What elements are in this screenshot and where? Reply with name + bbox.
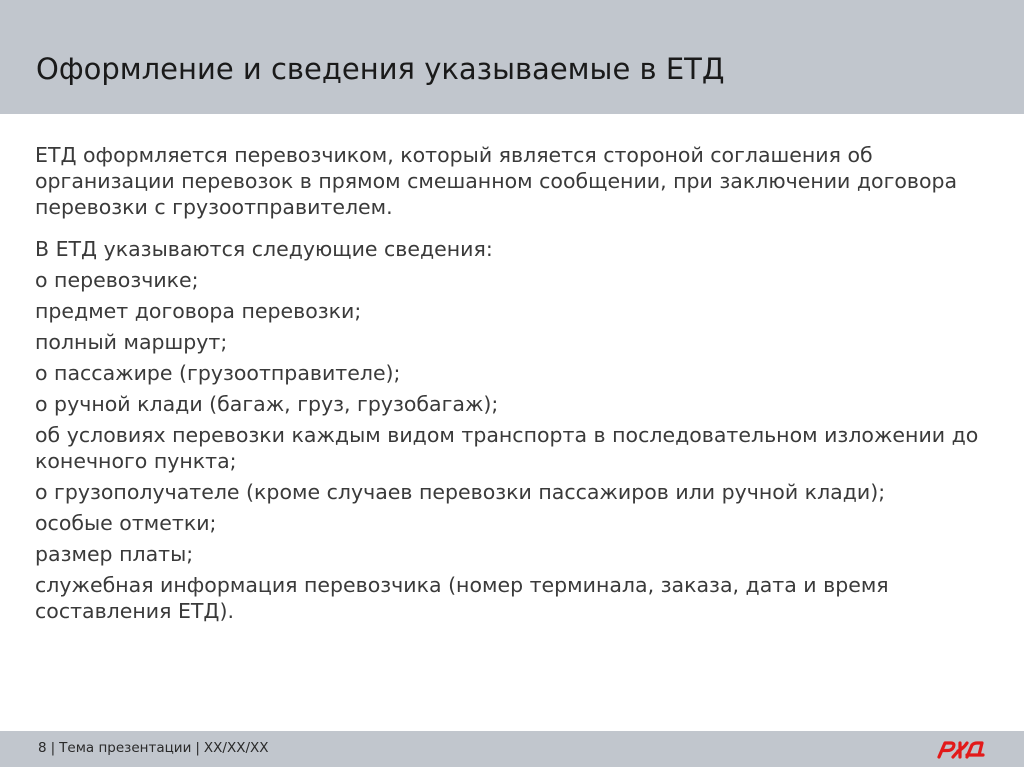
intro-paragraph: ЕТД оформляется перевозчиком, который является стороной соглашения об организации перевозок в прямом смешанном сообщении, при заключении договора перевозки с грузоотправителем. [35, 143, 958, 219]
list-item: полный маршрут; [35, 330, 228, 354]
footer-separator: | [195, 740, 200, 756]
logo-stroke [967, 743, 983, 757]
logo-stroke [939, 743, 954, 757]
list-item: служебная информация перевозчика (номер терминала, заказа, дата и время составления ЕТД). [35, 573, 889, 623]
slide-title: Оформление и сведения указываемые в ЕТД [36, 52, 725, 86]
list-item: об условиях перевозки каждым видом транспорта в последовательном изложении до конечного пункта; [35, 423, 979, 473]
presentation-date: XX/XX/XX [203, 740, 269, 756]
rzd-logo-icon [936, 738, 986, 760]
list-item: особые отметки; [35, 511, 217, 535]
slide-footer [0, 731, 1024, 767]
list-item: размер платы; [35, 542, 194, 566]
list-item: о грузополучателе (кроме случаев перевозки пассажиров или ручной клади); [35, 480, 886, 504]
list-item: о ручной клади (багаж, груз, грузобагаж); [35, 392, 499, 416]
list-item: предмет договора перевозки; [35, 299, 362, 323]
page-number: 8 [38, 740, 47, 756]
details-list [35, 267, 995, 624]
footer-separator: | [50, 740, 56, 756]
list-item: о перевозчике; [35, 268, 199, 292]
list-lead: В ЕТД указываются следующие сведения: [35, 237, 493, 261]
slide-content [35, 142, 995, 629]
list-item: о пассажире (грузоотправителе); [35, 361, 401, 385]
presentation-topic: Тема презентации [59, 740, 192, 756]
footer-text [38, 740, 269, 756]
slide-header [0, 0, 1024, 114]
